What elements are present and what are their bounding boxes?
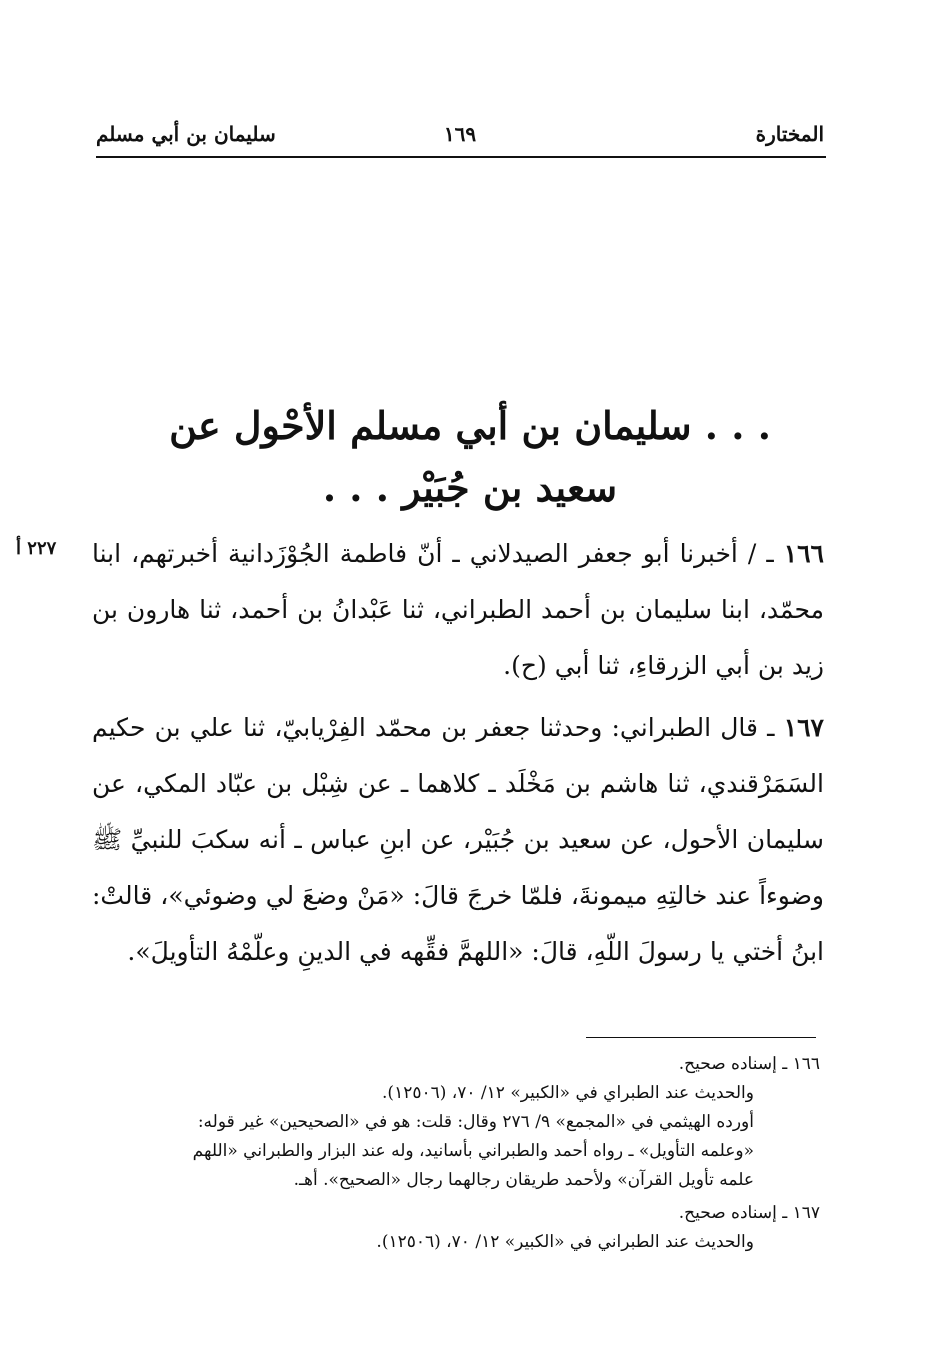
section-heading-line-2: سعيد بن جُبَيْر . . . [322, 465, 618, 510]
hadith-paragraph [92, 700, 824, 980]
footnote-line: والحديث عند الطبراني في «الكبير» ١٢/ ٧٠، (١٢٥٠٦). [376, 1232, 754, 1252]
footnote-divider [586, 1037, 816, 1038]
footnote-line: «وعلمه التأويل» ـ رواه أحمد والطبراني بأسانيد، وله عند البزار والطبراني «اللهم [192, 1141, 754, 1161]
hadith-number: ١٦٦ [783, 539, 824, 568]
running-header [96, 118, 824, 158]
footnotes [100, 1050, 820, 1257]
hadith-text: ـ / أخبرنا أبو جعفر الصيدلاني ـ أنّ فاطمة الجُوْزَدانية أخبرتهم، ابنا محمّد، ابنا سليمان بن أحمد الطبراني، ثنا عَبْدانُ بن أحمد، ثنا هارون بن زيد بن أبي الزرقاءِ، ثنا أبي (ح). [92, 539, 824, 680]
manuscript-folio-note: ٢٢٧ أ [16, 538, 57, 559]
footnote-line: علمه تأويل القرآن» ولأحمد طريقان رجالهما رجال «الصحيح». أهـ. [293, 1170, 754, 1190]
section-heading [120, 395, 820, 519]
footnote-line: ١٦٦ ـ إسناده صحيح. [678, 1054, 820, 1074]
section-heading-line-1: . . . سليمان بن أبي مسلم الأحْول عن [169, 403, 771, 448]
hadith-number: ١٦٧ [783, 713, 824, 742]
page-number: ١٦٩ [443, 122, 477, 146]
header-chapter-title: سليمان بن أبي مسلم [96, 122, 276, 146]
header-book-title: المختارة [755, 122, 824, 146]
footnote-line: ١٦٧ ـ إسناده صحيح. [678, 1203, 820, 1223]
footnote-line: أورده الهيثمي في «المجمع» ٩/ ٢٧٦ وقال: قلت: هو في «الصحيحين» غير قوله: [197, 1112, 754, 1132]
footnote-line: والحديث عند الطبراي في «الكبير» ١٢/ ٧٠، (١٢٥٠٦). [382, 1083, 754, 1103]
hadith-paragraph [92, 526, 824, 694]
header-divider [96, 156, 826, 158]
hadith-text: ـ قال الطبراني: وحدثنا جعفر بن محمّد الفِرْيابيّ، ثنا علي بن حكيم السَمَرْقندي، ثنا هاشم بن مَخْلَد ـ كلاهما ـ عن شِبْل بن عبّاد المكي، عن سليمان الأحول، عن سعيد بن جُبَيْر، عن ابنِ عباس ـ أنه سكبَ للنبيِّ ﷺ وضوءاً عند خالتِهِ ميمونةَ، فلمّا خرجَ قالَ: «مَنْ وضعَ لي وضوئي»، قالتْ: ابنُ أختي يا رسولَ اللّهِ، قالَ: «اللهمَّ فقِّهه في الدينِ وعلّمْهُ التأويلَ». [92, 713, 824, 966]
